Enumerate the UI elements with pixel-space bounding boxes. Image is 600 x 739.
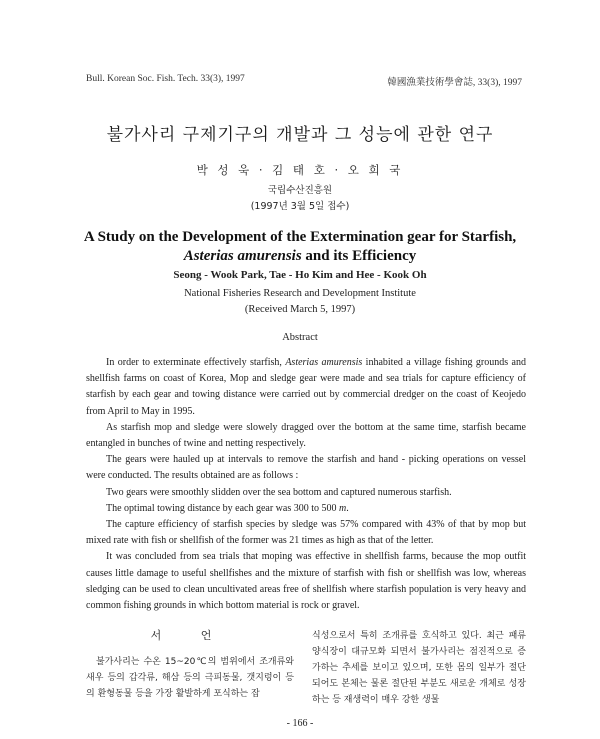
abstract-heading: Abstract — [282, 332, 318, 343]
species-name: Asterias amurensis — [285, 357, 363, 368]
abstract-paragraph — [86, 501, 526, 517]
abstract-paragraph: The capture efficiency of starfish species by sledge was 57% compared with 43% of that by mop but mixed rate with fish or shellfish of the former was 21 times as high as that of the letter. — [86, 519, 526, 547]
intro-right-column — [312, 628, 526, 708]
abstract-body — [86, 355, 526, 614]
journal-header-left: Bull. Korean Soc. Fish. Tech. 33(3), 1997 — [86, 74, 245, 84]
english-institute: National Fisheries Research and Development Institute — [184, 288, 416, 299]
english-title-line2 — [0, 247, 600, 266]
intro-heading: 서 언 — [150, 629, 230, 642]
intro-right-text: 식성으로서 특히 조개류를 호식하고 있다. 최근 패류 양식장이 대규모화 되면서 불가사리는 점진적으로 증가하는 추세를 보이고 있으며, 또한 몸의 일부가 절단 되어도 본체는 물론 절단된 부분도 새로운 개체로 성장하는 등 재생력이 매우 강한 생물 — [312, 631, 526, 705]
abstract-paragraph: As starfish mop and sledge were slowely dragged over the bottom at the same time, starfish became entangled in bunches of twine and netting respectively. — [86, 421, 526, 450]
korean-institute: 국립수산진흥원 — [267, 185, 333, 196]
korean-received-date: (1997년 3월 5일 접수) — [250, 201, 350, 212]
english-authors: Seong - Wook Park, Tae - Ho Kim and Hee - Kook Oh — [173, 269, 427, 281]
english-received-date: (Received March 5, 1997) — [244, 304, 356, 315]
abstract-paragraph: The gears were hauled up at intervals to remove the starfish and hand - picking operations on vessel were conducted. The results obtained are as follows : — [86, 454, 526, 482]
abstract-text: . — [346, 502, 349, 514]
page-number: - 166 - — [286, 718, 314, 729]
abstract-text: inhabited a village fishing grounds and shellfish farms on coast of Korea, Mop and sledge gear were made and sea trials for capture efficiency of starfish by each gear and towing distance were carried out by commercial dredger on the coast of Keojedo from April to May in 1995. — [86, 357, 526, 417]
english-title-line2-rest: and its Efficiency — [301, 248, 417, 264]
abstract-paragraph: Two gears were smoothly slidden over the sea bottom and captured numerous starfish. — [106, 486, 452, 498]
journal-header-right: 韓國漁業技術學會誌, 33(3), 1997 — [387, 78, 522, 88]
korean-title: 불가사리 구제기구의 개발과 그 성능에 관한 연구 — [106, 125, 494, 145]
intro-left-text: 불가사리는 수온 15~20℃의 범위에서 조개류와 새우 등의 갑각류, 해삼 등의 극피동물, 갯지렁이 등의 환형동물 등을 가장 활발하게 포식하는 잡 — [86, 657, 294, 699]
abstract-paragraph: It was concluded from sea trials that moping was effective in shellfish farms, because the mop outfit causes little damage to useful shellfishes and the mixture of starfish with fish or shellfish was low, whereas sledging can be used to clean uncultivated areas free of shellfish where starfish population is very heavy and common fishing grounds in which bottom material is rock or gravel. — [86, 551, 526, 612]
abstract-text: In order to exterminate effectively starfish, — [106, 357, 286, 368]
species-name: Asterias amurensis — [183, 248, 302, 264]
english-title-line1: A Study on the Development of the Extermination gear for Starfish, — [83, 229, 517, 245]
abstract-paragraph — [86, 355, 526, 420]
abstract-text: The optimal towing distance by each gear was 300 to 500 — [106, 502, 339, 514]
korean-authors: 박 성 욱 · 김 태 호 · 오 희 국 — [196, 163, 404, 177]
english-title — [0, 228, 600, 266]
intro-left-column — [86, 628, 294, 702]
unit-label: m — [339, 502, 347, 514]
